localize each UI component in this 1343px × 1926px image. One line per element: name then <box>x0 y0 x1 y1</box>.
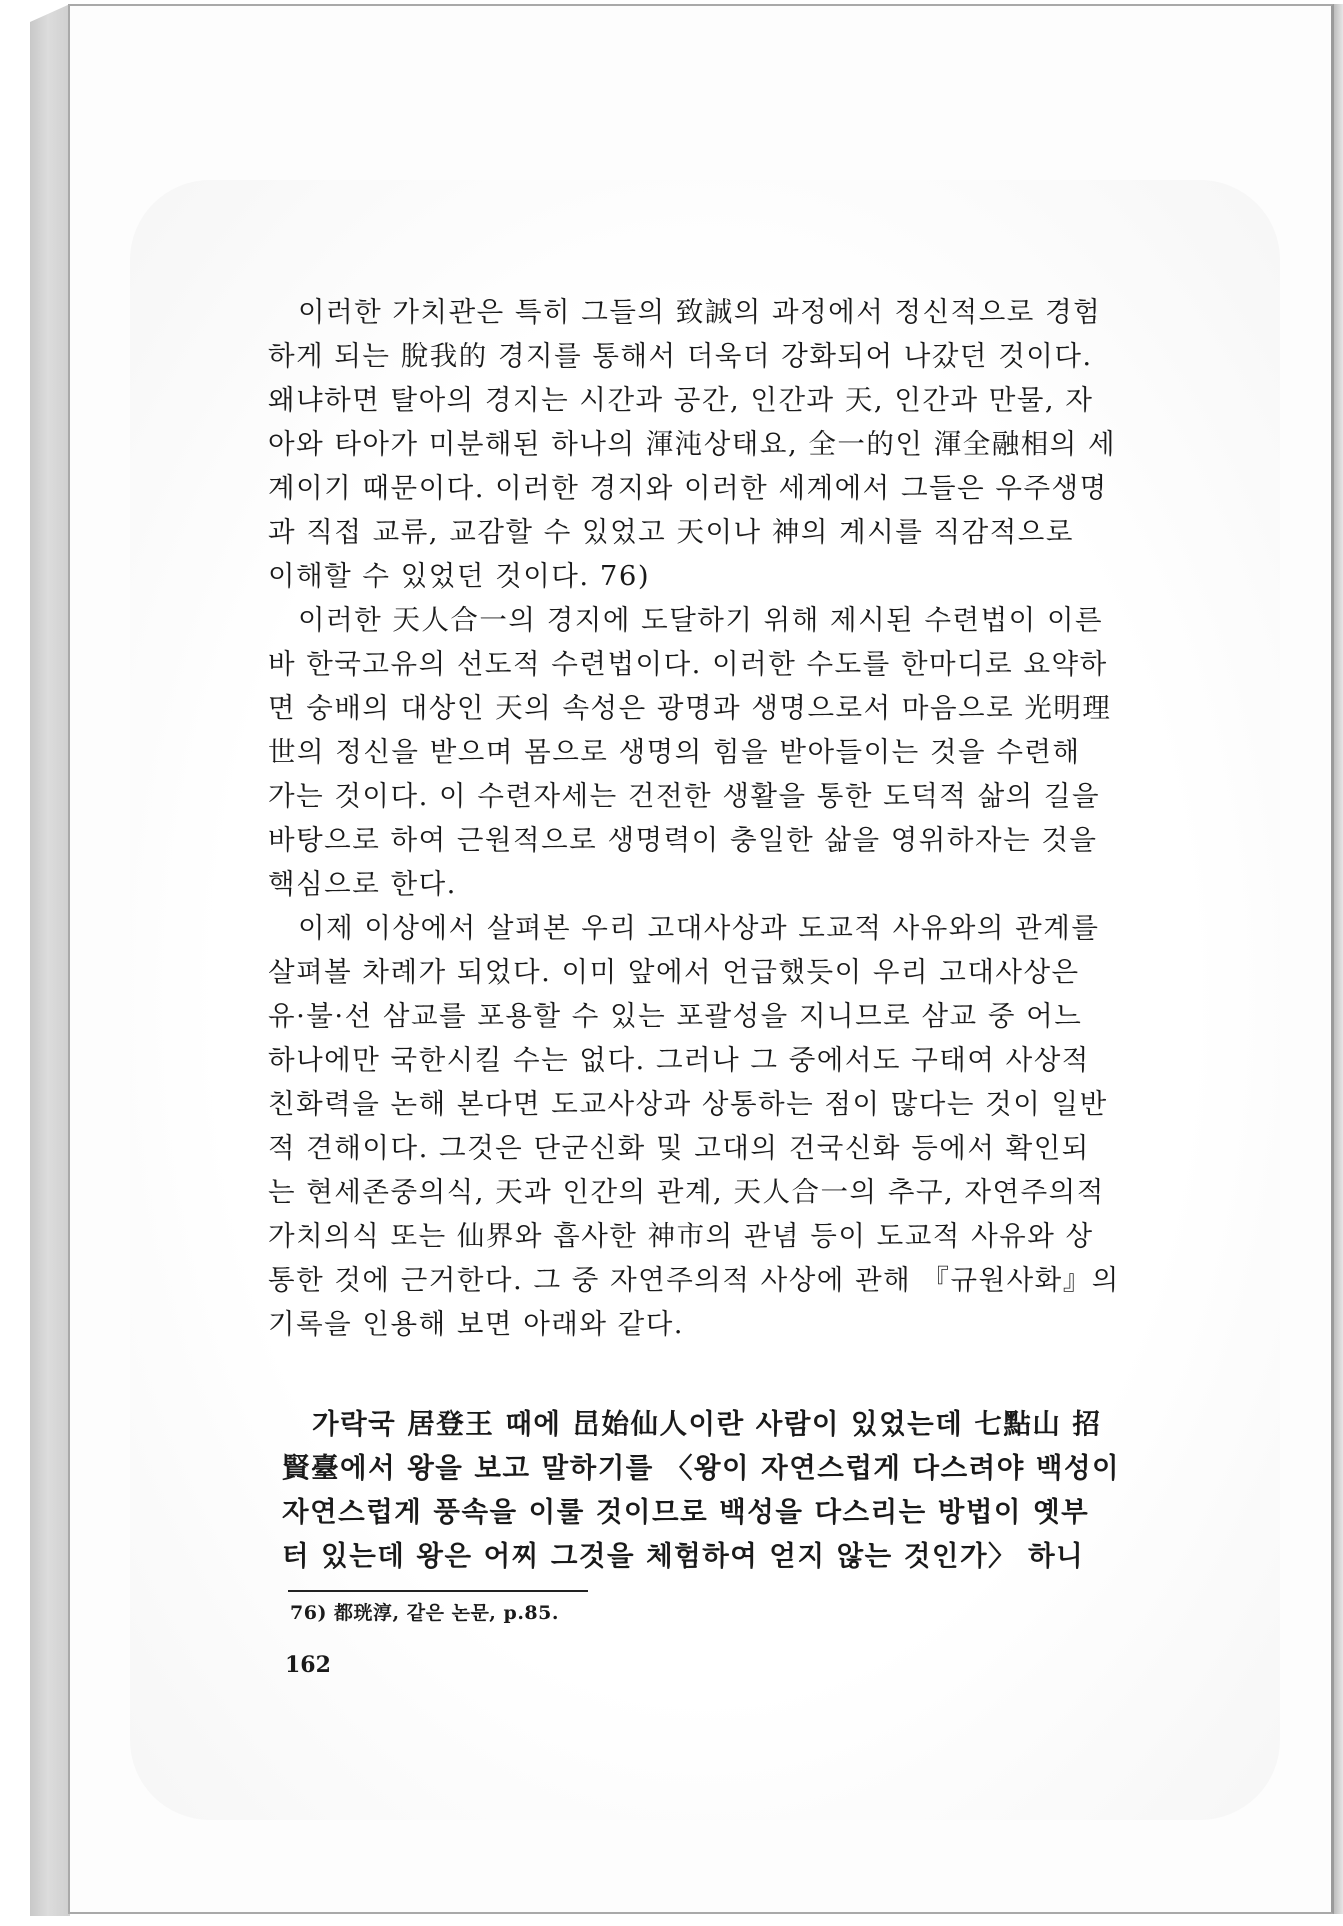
text-line: 가는 것이다. 이 수련자세는 건전한 생활을 통한 도덕적 삶의 길을 <box>268 780 1101 812</box>
quote-line: 자연스럽게 풍속을 이룰 것이므로 백성을 다스리는 방법이 옛부 <box>282 1496 1090 1528</box>
text-line: 적 견해이다. 그것은 단군신화 및 고대의 건국신화 등에서 확인되 <box>268 1132 1090 1164</box>
text-line: 가치의식 또는 仙界와 흡사한 神市의 관념 등이 도교적 사유와 상 <box>268 1220 1094 1252</box>
text-line: 바 한국고유의 선도적 수련법이다. 이러한 수도를 한마디로 요약하 <box>268 648 1108 680</box>
book-spine <box>30 4 70 1916</box>
text-line: 왜냐하면 탈아의 경지는 시간과 공간, 인간과 天, 인간과 만물, 자 <box>268 384 1094 416</box>
page-number: 162 <box>285 1652 331 1678</box>
text-line: 계이기 때문이다. 이러한 경지와 이러한 세계에서 그들은 우주생명 <box>268 472 1108 504</box>
text-line: 기록을 인용해 보면 아래와 같다. <box>268 1308 685 1340</box>
quote-line: 가락국 居登王 때에 旵始仙人이란 사람이 있었는데 七點山 招 <box>312 1408 1102 1440</box>
text-line: 이러한 天人合一의 경지에 도달하기 위해 제시된 수련법이 이른 <box>298 604 1104 636</box>
text-line: 과 직접 교류, 교감할 수 있었고 天이나 神의 계시를 직감적으로 <box>268 516 1074 548</box>
paragraph-3 <box>268 906 1188 1346</box>
text-line: 핵심으로 한다. <box>268 868 457 900</box>
book-edge <box>1334 4 1343 1914</box>
body-text <box>268 290 1188 1578</box>
text-line: 살펴볼 차례가 되었다. 이미 앞에서 언급했듯이 우리 고대사상은 <box>268 956 1080 988</box>
text-line: 하게 되는 脫我的 경지를 통해서 더욱더 강화되어 나갔던 것이다. <box>268 340 1093 372</box>
text-line: 바탕으로 하여 근원적으로 생명력이 충일한 삶을 영위하자는 것을 <box>268 824 1098 856</box>
quote-line: 賢臺에서 왕을 보고 말하기를 〈왕이 자연스럽게 다스려야 백성이 <box>282 1452 1121 1484</box>
text-line: 면 숭배의 대상인 天의 속성은 광명과 생명으로서 마음으로 光明理 <box>268 692 1112 724</box>
text-line: 아와 타아가 미분해된 하나의 渾沌상태요, 全一的인 渾全融相의 세 <box>268 428 1117 460</box>
footnote-divider <box>288 1590 588 1592</box>
footnote: 76) 都珖淳, 같은 논문, p.85. <box>290 1602 559 1624</box>
text-line: 하나에만 국한시킬 수는 없다. 그러나 그 중에서도 구태여 사상적 <box>268 1044 1090 1076</box>
text-line: 世의 정신을 받으며 몸으로 생명의 힘을 받아들이는 것을 수련해 <box>268 736 1081 768</box>
block-quote <box>268 1402 1188 1578</box>
paragraph-1 <box>268 290 1188 598</box>
text-line: 이제 이상에서 살펴본 우리 고대사상과 도교적 사유와의 관계를 <box>298 912 1100 944</box>
text-line: 이해할 수 있었던 것이다. 76) <box>268 560 651 592</box>
text-line: 통한 것에 근거한다. 그 중 자연주의적 사상에 관해 『규원사화』의 <box>268 1264 1120 1296</box>
text-line: 이러한 가치관은 특히 그들의 致誠의 과정에서 정신적으로 경험 <box>298 296 1102 328</box>
text-line: 친화력을 논해 본다면 도교사상과 상통하는 점이 많다는 것이 일반 <box>268 1088 1108 1120</box>
text-line: 유·불·선 삼교를 포용할 수 있는 포괄성을 지니므로 삼교 중 어느 <box>268 1000 1083 1032</box>
paragraph-2 <box>268 598 1188 906</box>
quote-line: 터 있는데 왕은 어찌 그것을 체험하여 얻지 않는 것인가〉 하니 <box>282 1540 1085 1572</box>
text-line: 는 현세존중의식, 天과 인간의 관계, 天人合一의 추구, 자연주의적 <box>268 1176 1105 1208</box>
